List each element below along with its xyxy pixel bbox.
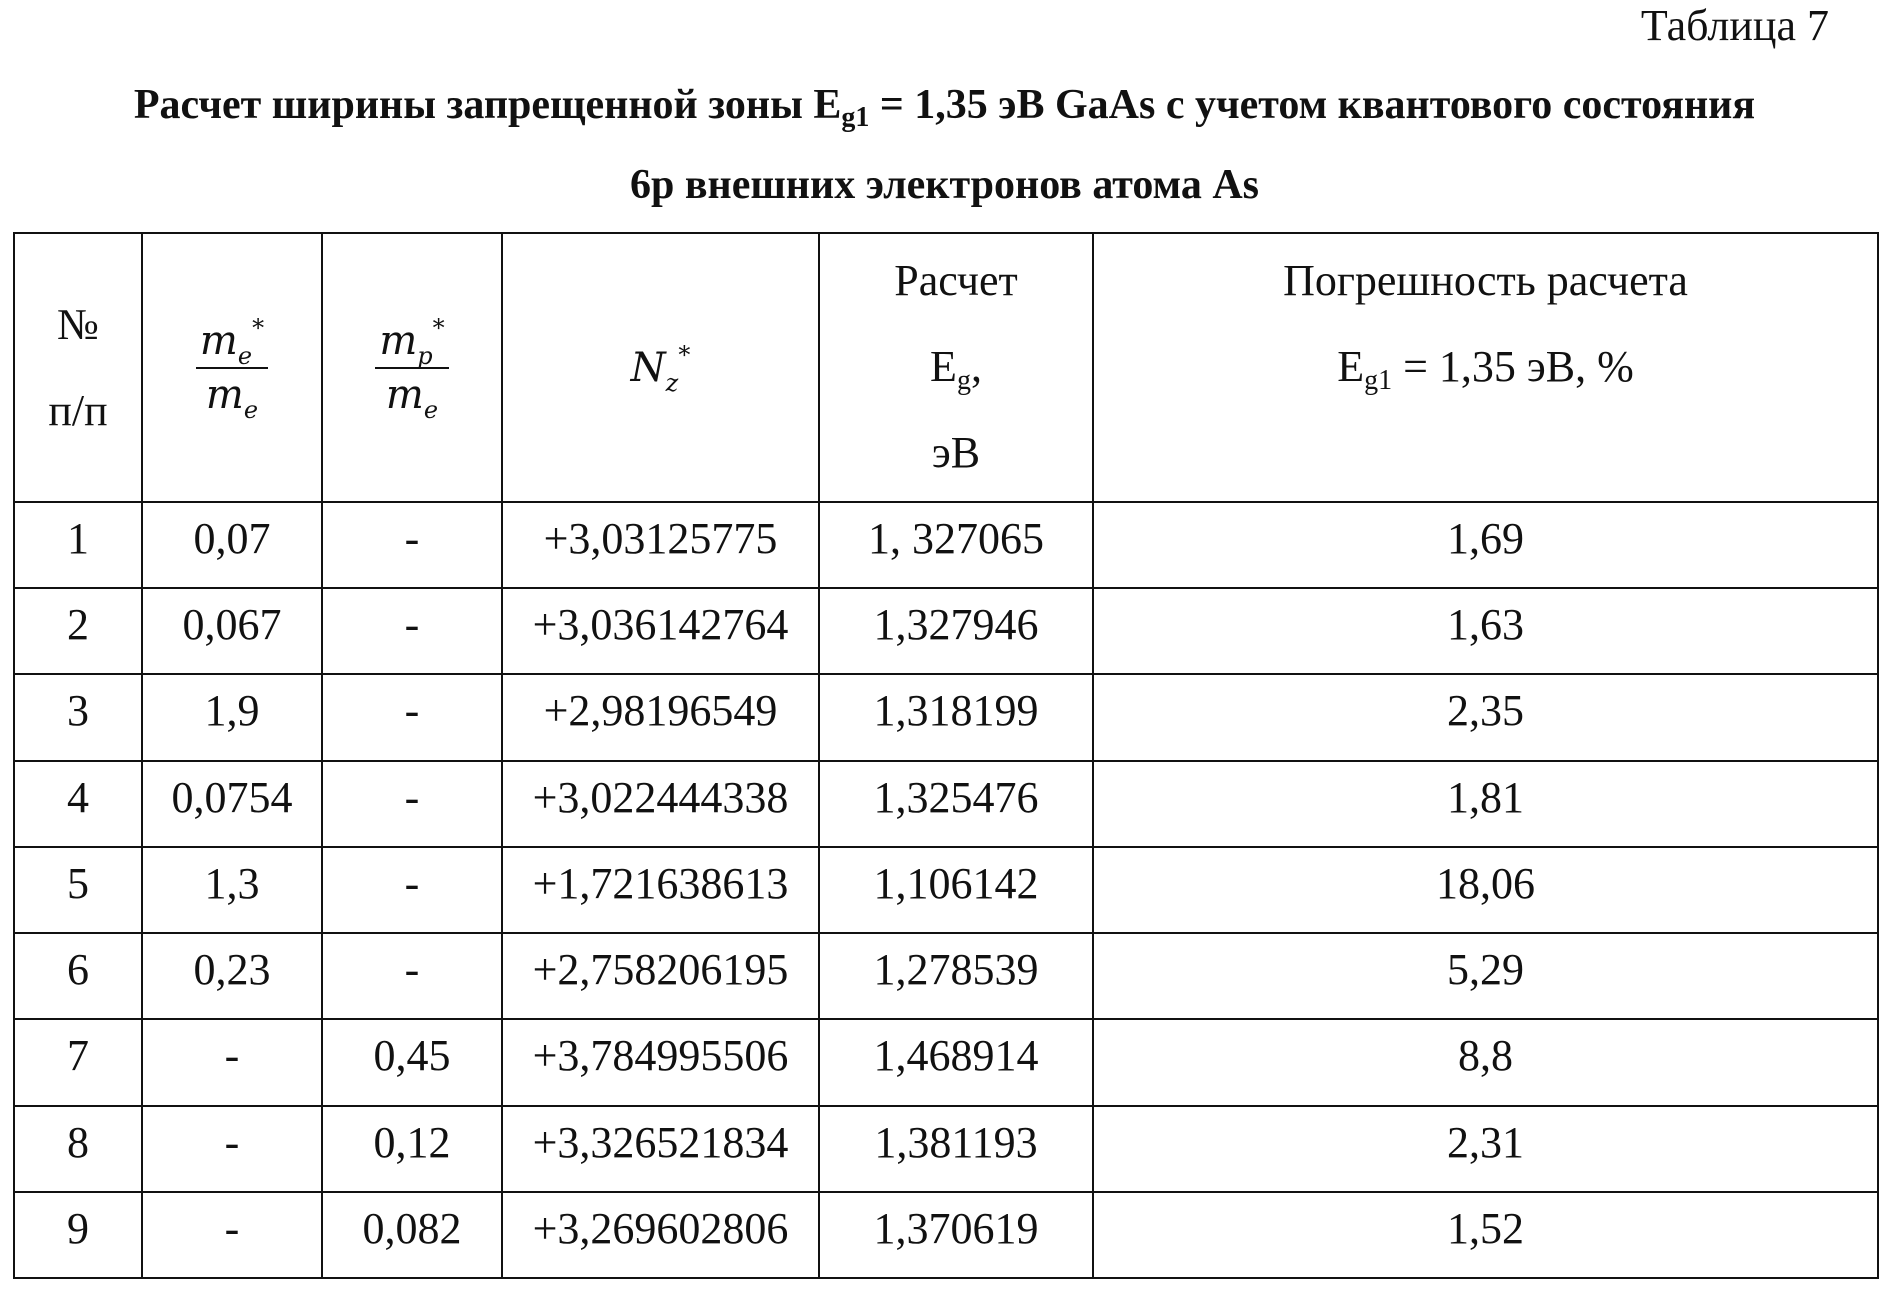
cell-electron-mass: 0,07 bbox=[142, 502, 322, 588]
header-nz bbox=[502, 233, 819, 502]
cell-hole-mass: - bbox=[322, 761, 502, 847]
cell-electron-mass: - bbox=[142, 1019, 322, 1105]
table-row bbox=[14, 1106, 1878, 1192]
cell-nz: +3,03125775 bbox=[502, 502, 819, 588]
calc-line-1: Расчет bbox=[894, 256, 1018, 305]
cell-eg: 1,278539 bbox=[819, 933, 1093, 1019]
table-row bbox=[14, 847, 1878, 933]
calc-line-2: Eg, bbox=[930, 342, 982, 396]
cell-eg: 1,327946 bbox=[819, 588, 1093, 674]
cell-error: 1,81 bbox=[1093, 761, 1878, 847]
cell-electron-mass: - bbox=[142, 1106, 322, 1192]
cell-number: 7 bbox=[14, 1019, 142, 1105]
cell-number: 5 bbox=[14, 847, 142, 933]
header-calculated-eg bbox=[819, 233, 1093, 502]
cell-hole-mass: 0,45 bbox=[322, 1019, 502, 1105]
cell-number: 4 bbox=[14, 761, 142, 847]
cell-error: 18,06 bbox=[1093, 847, 1878, 933]
header-number-symbol: № bbox=[57, 299, 99, 349]
fraction-numerator: $m_e^*$ bbox=[196, 315, 268, 369]
cell-nz: +2,98196549 bbox=[502, 674, 819, 760]
fraction-numerator: $m_p^*$ bbox=[375, 315, 448, 369]
cell-hole-mass: - bbox=[322, 502, 502, 588]
table-row bbox=[14, 674, 1878, 760]
calc-line-3: эВ bbox=[931, 428, 981, 477]
cell-electron-mass: 0,067 bbox=[142, 588, 322, 674]
electron-mass-fraction bbox=[196, 313, 268, 424]
cell-hole-mass: - bbox=[322, 588, 502, 674]
results-table bbox=[13, 232, 1879, 1279]
cell-number: 6 bbox=[14, 933, 142, 1019]
table-row bbox=[14, 502, 1878, 588]
cell-electron-mass: 0,0754 bbox=[142, 761, 322, 847]
hole-mass-fraction bbox=[375, 313, 448, 424]
cell-error: 8,8 bbox=[1093, 1019, 1878, 1105]
table-row bbox=[14, 761, 1878, 847]
cell-hole-mass: - bbox=[322, 933, 502, 1019]
cell-eg: 1,106142 bbox=[819, 847, 1093, 933]
cell-eg: 1,381193 bbox=[819, 1106, 1093, 1192]
title-prefix: Расчет ширины запрещенной зоны E bbox=[133, 82, 842, 128]
cell-eg: 1,318199 bbox=[819, 674, 1093, 760]
error-line-1: Погрешность расчета bbox=[1283, 256, 1688, 305]
cell-eg: 1, 327065 bbox=[819, 502, 1093, 588]
cell-error: 1,63 bbox=[1093, 588, 1878, 674]
header-row-number bbox=[14, 233, 142, 502]
cell-error: 1,52 bbox=[1093, 1192, 1878, 1278]
cell-nz: +3,036142764 bbox=[502, 588, 819, 674]
cell-nz: +1,721638613 bbox=[502, 847, 819, 933]
title-suffix: = 1,35 эВ GaAs с учетом квантового состояния bbox=[869, 82, 1756, 128]
cell-nz: +3,269602806 bbox=[502, 1192, 819, 1278]
cell-hole-mass: 0,082 bbox=[322, 1192, 502, 1278]
cell-number: 1 bbox=[14, 502, 142, 588]
cell-hole-mass: - bbox=[322, 674, 502, 760]
cell-hole-mass: 0,12 bbox=[322, 1106, 502, 1192]
cell-hole-mass: - bbox=[322, 847, 502, 933]
cell-number: 8 bbox=[14, 1106, 142, 1192]
table-row bbox=[14, 933, 1878, 1019]
cell-error: 5,29 bbox=[1093, 933, 1878, 1019]
cell-electron-mass: - bbox=[142, 1192, 322, 1278]
header-calculation-error bbox=[1093, 233, 1878, 502]
table-row bbox=[14, 588, 1878, 674]
cell-number: 3 bbox=[14, 674, 142, 760]
cell-electron-mass: 1,9 bbox=[142, 674, 322, 760]
nz-symbol: $N_z^*$ bbox=[630, 341, 691, 397]
cell-error: 2,31 bbox=[1093, 1106, 1878, 1192]
cell-error: 2,35 bbox=[1093, 674, 1878, 760]
table-title-line-2: 6p внешних электронов атома As bbox=[629, 162, 1260, 208]
fraction-denominator: $m_e$ bbox=[385, 371, 439, 424]
cell-number: 9 bbox=[14, 1192, 142, 1278]
header-electron-mass-ratio bbox=[142, 233, 322, 502]
cell-eg: 1,468914 bbox=[819, 1019, 1093, 1105]
header-hole-mass-ratio bbox=[322, 233, 502, 502]
fraction-denominator: $m_e$ bbox=[205, 371, 259, 424]
header-number-abbr: п/п bbox=[48, 385, 108, 435]
cell-electron-mass: 0,23 bbox=[142, 933, 322, 1019]
cell-eg: 1,370619 bbox=[819, 1192, 1093, 1278]
header-row bbox=[14, 233, 1878, 502]
title-subscript: g1 bbox=[841, 102, 870, 133]
cell-nz: +3,784995506 bbox=[502, 1019, 819, 1105]
cell-electron-mass: 1,3 bbox=[142, 847, 322, 933]
table-title-line-1 bbox=[0, 80, 1889, 133]
table-row bbox=[14, 1019, 1878, 1105]
table-number-label: Таблица 7 bbox=[1640, 1, 1829, 50]
cell-nz: +3,326521834 bbox=[502, 1106, 819, 1192]
error-line-2: Eg1 = 1,35 эВ, % bbox=[1337, 342, 1634, 396]
cell-eg: 1,325476 bbox=[819, 761, 1093, 847]
table-row bbox=[14, 1192, 1878, 1278]
cell-nz: +3,022444338 bbox=[502, 761, 819, 847]
cell-nz: +2,758206195 bbox=[502, 933, 819, 1019]
cell-error: 1,69 bbox=[1093, 502, 1878, 588]
cell-number: 2 bbox=[14, 588, 142, 674]
